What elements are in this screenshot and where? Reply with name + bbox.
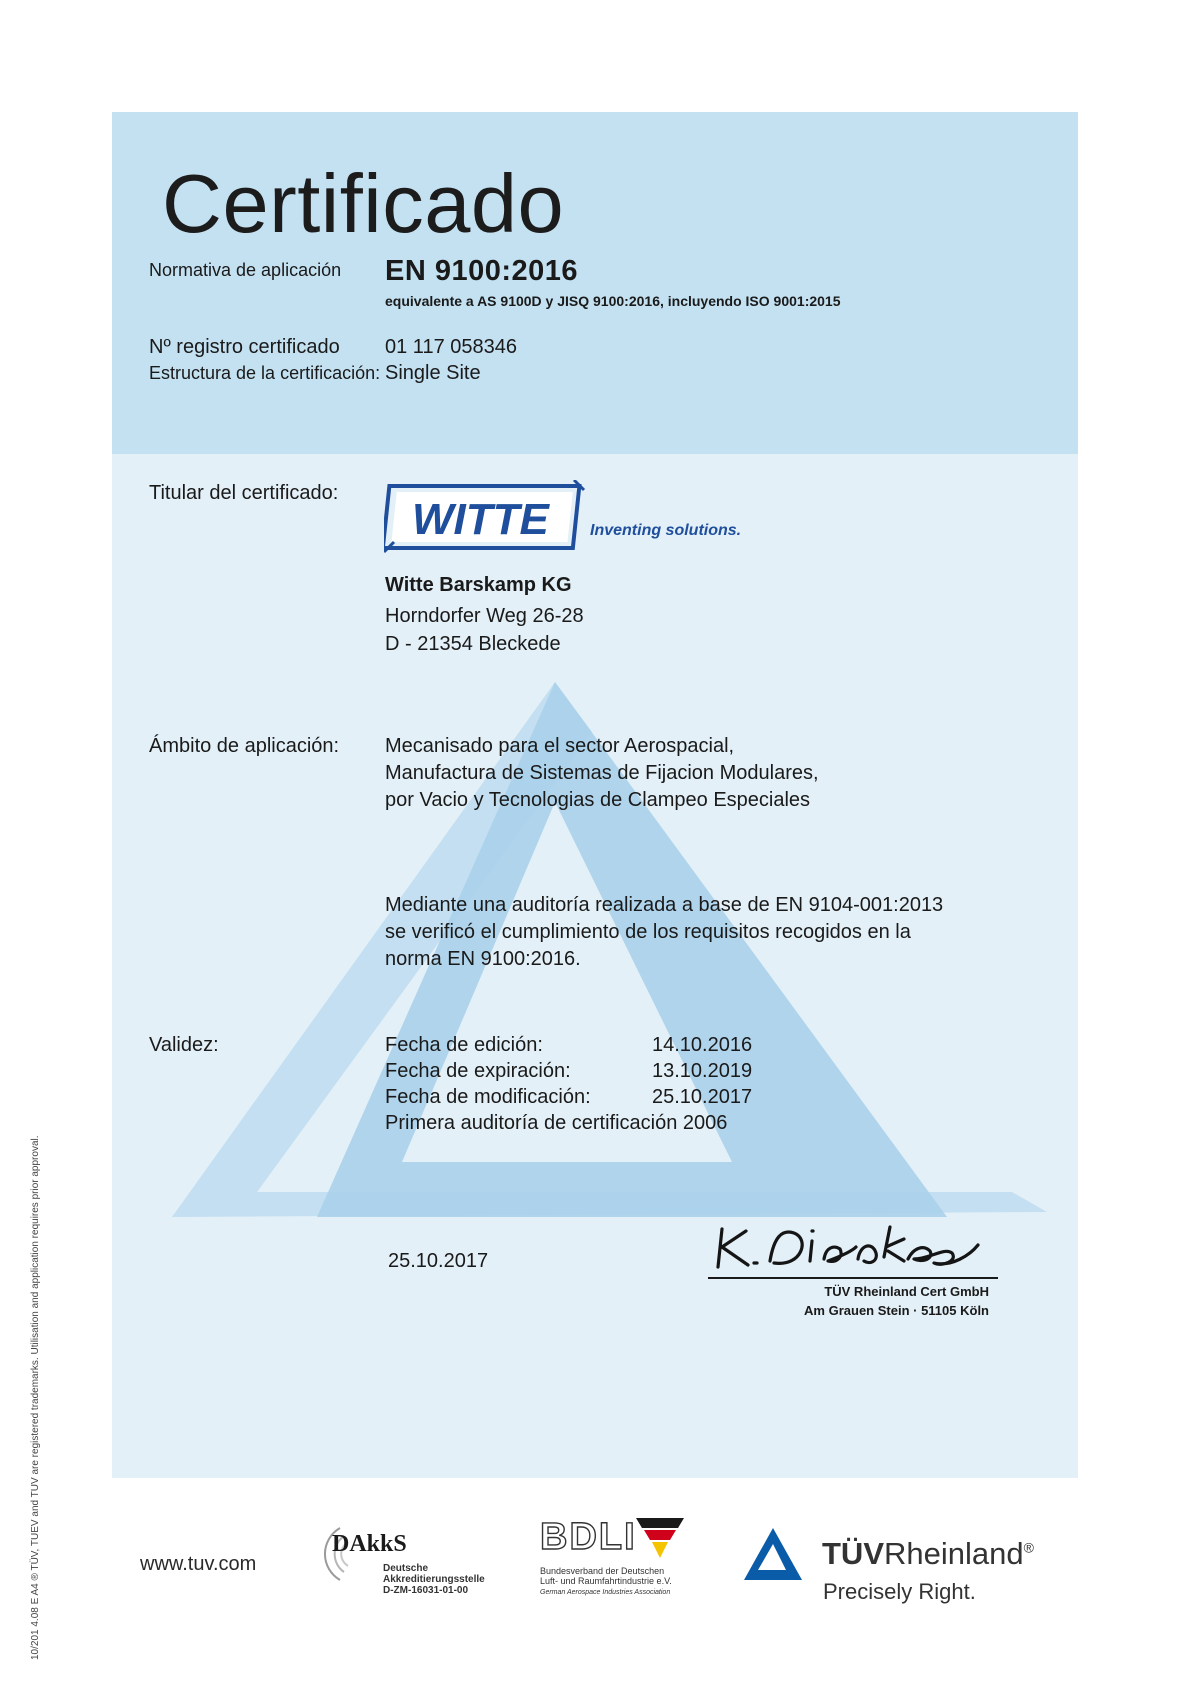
- tuv-slogan: Precisely Right.: [823, 1579, 976, 1604]
- validity-label: Validez:: [149, 1034, 219, 1056]
- standard-label: Normativa de aplicación: [149, 260, 342, 280]
- tuv-brand: [822, 1536, 1034, 1572]
- date-label-expiry: Fecha de expiración:: [385, 1060, 571, 1082]
- holder-label: Titular del certificado:: [149, 482, 339, 504]
- scope-line: Manufactura de Sistemas de Fijacion Modulares,: [385, 762, 819, 784]
- witte-logo-text: WITTE: [412, 495, 549, 544]
- bdli-line: Bundesverband der Deutschen: [540, 1566, 665, 1576]
- date-label-edition: Fecha de edición:: [385, 1034, 543, 1056]
- holder-city: D - 21354 Bleckede: [385, 633, 561, 655]
- witte-tagline: Inventing solutions.: [590, 522, 742, 539]
- footer: [0, 1478, 1192, 1684]
- audit-line: norma EN 9100:2016.: [385, 948, 581, 970]
- website-link[interactable]: www.tuv.com: [140, 1553, 257, 1575]
- bdli-line: German Aerospace Industries Association: [540, 1589, 671, 1596]
- tuv-brand-bold: TÜV: [822, 1536, 884, 1571]
- dakks-line: Akkreditierungsstelle: [383, 1574, 485, 1585]
- audit-line: se verificó el cumplimiento de los requisitos recogidos en la: [385, 921, 911, 943]
- holder-street: Horndorfer Weg 26-28: [385, 605, 584, 627]
- tuv-brand-light: Rheinland: [884, 1536, 1024, 1571]
- tuv-reg-mark: ®: [1023, 1539, 1034, 1556]
- signer-org: TÜV Rheinland Cert GmbH: [824, 1284, 989, 1299]
- witte-logo: [384, 480, 602, 560]
- holder-name: Witte Barskamp KG: [385, 574, 572, 596]
- bdli-line: Luft- und Raumfahrtindustrie e.V.: [540, 1576, 672, 1586]
- dakks-line: Deutsche: [383, 1563, 429, 1574]
- date-label-modification: Fecha de modificación:: [385, 1086, 591, 1108]
- dakks-line: D-ZM-16031-01-00: [383, 1585, 469, 1596]
- scope-line: por Vacio y Tecnologias de Clampeo Especiales: [385, 789, 811, 811]
- standard-note: equivalente a AS 9100D y JISQ 9100:2016, incluyendo ISO 9001:2015: [385, 293, 841, 309]
- signer-address: Am Grauen Stein · 51105 Köln: [804, 1303, 989, 1318]
- audit-line: Mediante una auditoría realizada a base de EN 9104-001:2013: [385, 894, 944, 916]
- tuv-triangle-icon: [742, 1526, 804, 1582]
- side-legal-note: 10/201 4.08 E A4 ® TÜV, TUEV and TUV are registered trademarks. Utilisation and application requires prior approval.: [30, 1135, 41, 1660]
- structure-label: Estructura de la certificación:: [149, 363, 381, 383]
- registration-label: Nº registro certificado: [149, 336, 340, 358]
- certificate-title: Certificado: [162, 157, 565, 250]
- first-audit: Primera auditoría de certificación 2006: [385, 1112, 728, 1134]
- issue-date: 25.10.2017: [388, 1250, 489, 1272]
- dakks-logo-text: DAkkS: [332, 1531, 407, 1557]
- signature: [708, 1217, 1018, 1279]
- date-value-expiry: 13.10.2019: [652, 1060, 753, 1082]
- bdli-flag-icon: [636, 1518, 684, 1560]
- structure-value: Single Site: [385, 362, 481, 384]
- certificate-panel: [112, 112, 1078, 1478]
- date-value-modification: 25.10.2017: [652, 1086, 753, 1108]
- date-value-edition: 14.10.2016: [652, 1034, 753, 1056]
- bdli-logo-text: BDLI: [540, 1516, 637, 1558]
- standard-value: EN 9100:2016: [385, 255, 579, 287]
- signature-line: [708, 1277, 998, 1279]
- scope-label: Ámbito de aplicación:: [149, 735, 340, 757]
- registration-number: 01 117 058346: [385, 336, 517, 358]
- scope-line: Mecanisado para el sector Aerospacial,: [385, 735, 735, 757]
